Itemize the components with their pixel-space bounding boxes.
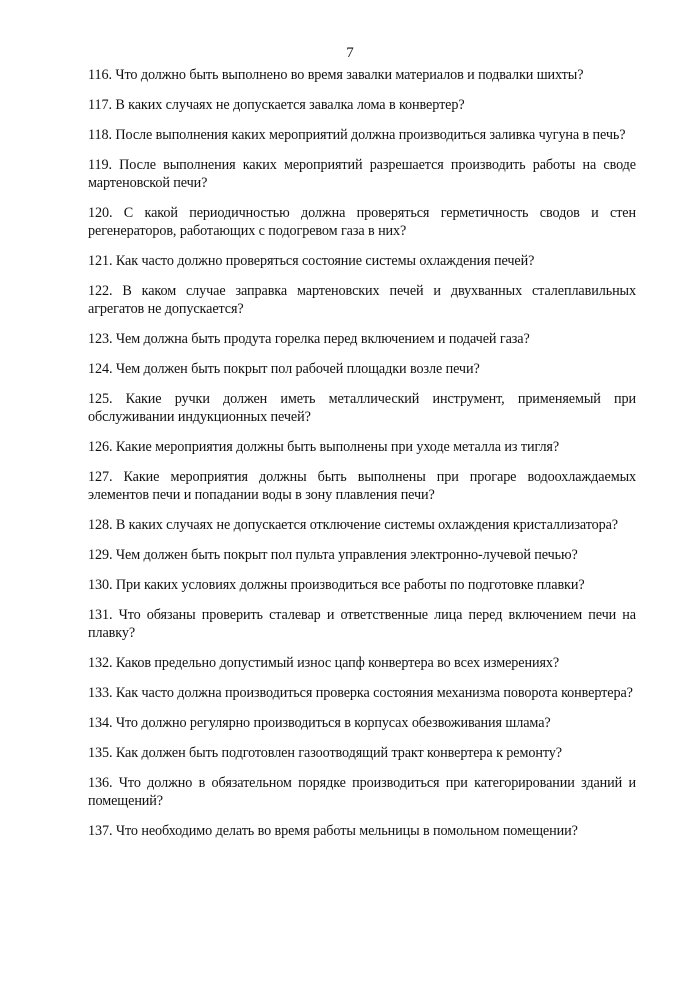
question-item: 133. Как часто должна производиться проверка состояния механизма поворота конвертера? [88, 685, 633, 701]
question-item: 117. В каких случаях не допускается завалка лома в конвертер? [88, 97, 465, 113]
question-item: 125. Какие ручки должен иметь металлический инструмент, применяемый при обслуживании индукционных печей? [88, 391, 636, 425]
question-item: 126. Какие мероприятия должны быть выполнены при уходе металла из тигля? [88, 439, 560, 455]
question-item: 127. Какие мероприятия должны быть выполнены при прогаре водоохлаждаемых элементов печи и попадании воды в зону плавления печи? [88, 469, 636, 503]
question-list [88, 66, 636, 852]
question-item: 135. Как должен быть подготовлен газоотводящий тракт конвертера к ремонту? [88, 745, 562, 761]
question-item: 134. Что должно регулярно производиться в корпусах обезвоживания шлама? [88, 715, 551, 731]
question-item: 136. Что должно в обязательном порядке производиться при категорировании зданий и помещений? [88, 775, 636, 809]
question-item: 129. Чем должен быть покрыт пол пульта управления электронно-лучевой печью? [88, 547, 578, 563]
question-item: 118. После выполнения каких мероприятий должна производиться заливка чугуна в печь? [88, 127, 626, 143]
question-item: 132. Каков предельно допустимый износ цапф конвертера во всех измерениях? [88, 655, 560, 671]
question-item: 131. Что обязаны проверить сталевар и ответственные лица перед включением печи на плавку? [88, 607, 636, 641]
question-item: 121. Как часто должно проверяться состояние системы охлаждения печей? [88, 253, 535, 269]
question-item: 116. Что должно быть выполнено во время завалки материалов и подвалки шихты? [88, 67, 584, 83]
question-item: 130. При каких условиях должны производиться все работы по подготовке плавки? [88, 577, 585, 593]
question-item: 119. После выполнения каких мероприятий разрешается производить работы на своде мартеновской печи? [88, 157, 636, 191]
page-number: 7 [346, 45, 354, 61]
question-item: 120. С какой периодичностью должна проверяться герметичность сводов и стен регенераторов, работающих с подогревом газа в них? [88, 205, 636, 239]
question-item: 137. Что необходимо делать во время работы мельницы в помольном помещении? [88, 823, 578, 839]
question-item: 123. Чем должна быть продута горелка перед включением и подачей газа? [88, 331, 530, 347]
question-item: 122. В каком случае заправка мартеновских печей и двухванных сталеплавильных агрегатов не допускается? [88, 283, 636, 317]
question-item: 124. Чем должен быть покрыт пол рабочей площадки возле печи? [88, 361, 480, 377]
question-item: 128. В каких случаях не допускается отключение системы охлаждения кристаллизатора? [88, 517, 618, 533]
